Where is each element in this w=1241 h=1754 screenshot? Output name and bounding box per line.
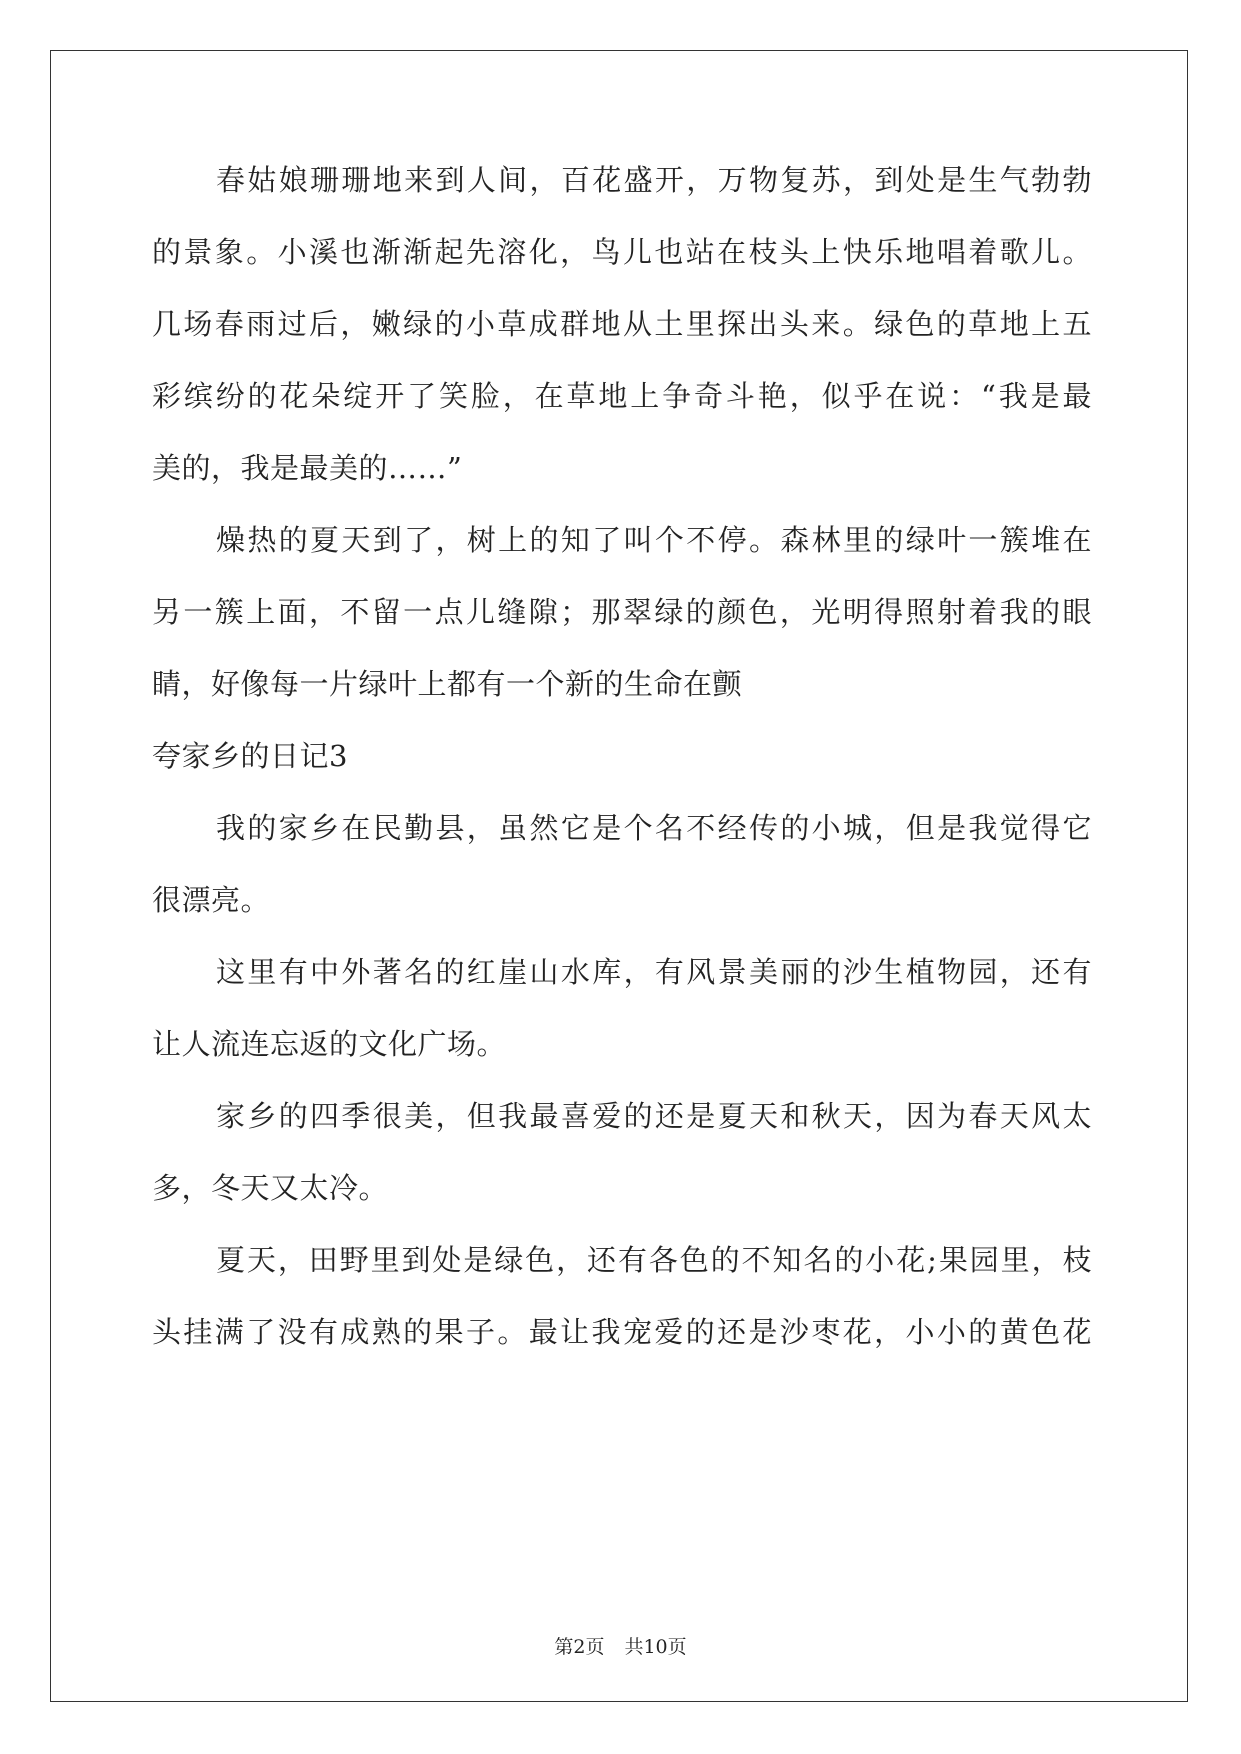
paragraph-4-line-2: 让人流连忘返的文化广场。 — [152, 1027, 507, 1061]
paragraph-4-line-1: 这里有中外著名的红崖山水库，有风景美丽的沙生植物园，还有 — [216, 955, 1092, 989]
paragraph-2-line-3: 睛，好像每一片绿叶上都有一个新的生命在颤 — [152, 667, 743, 701]
paragraph-1-line-5: 美的，我是最美的……” — [152, 451, 463, 485]
paragraph-1-line-4: 彩缤纷的花朵绽开了笑脸，在草地上争奇斗艳，似乎在说：“我是最 — [152, 379, 1092, 413]
paragraph-1-line-3: 几场春雨过后，嫩绿的小草成群地从土里探出头来。绿色的草地上五 — [152, 307, 1092, 341]
paragraph-5-line-1: 家乡的四季很美，但我最喜爱的还是夏天和秋天，因为春天风太 — [216, 1099, 1092, 1133]
paragraph-1-line-2: 的景象。小溪也渐渐起先溶化，鸟儿也站在枝头上快乐地唱着歌儿。 — [152, 235, 1092, 269]
paragraph-1-line-1: 春姑娘珊珊地来到人间，百花盛开，万物复苏，到处是生气勃勃 — [216, 163, 1092, 197]
paragraph-6-line-1: 夏天，田野里到处是绿色，还有各色的不知名的小花;果园里，枝 — [216, 1243, 1092, 1277]
page-number: 第2页 — [554, 1636, 605, 1658]
page-footer — [0, 1632, 1241, 1659]
paragraph-3-line-1: 我的家乡在民勤县，虽然它是个名不经传的小城，但是我觉得它 — [216, 811, 1092, 845]
page-border — [50, 50, 1188, 1702]
page-total: 共10页 — [624, 1636, 687, 1658]
paragraph-2-line-2: 另一簇上面，不留一点儿缝隙；那翠绿的颜色，光明得照射着我的眼 — [152, 595, 1092, 629]
paragraph-5-line-2: 多，冬天又太冷。 — [152, 1171, 389, 1205]
paragraph-3-line-2: 很漂亮。 — [152, 883, 271, 917]
paragraph-2-line-1: 燥热的夏天到了，树上的知了叫个不停。森林里的绿叶一簇堆在 — [216, 523, 1092, 557]
paragraph-6-line-2: 头挂满了没有成熟的果子。最让我宠爱的还是沙枣花，小小的黄色花 — [152, 1315, 1092, 1349]
section-heading: 夸家乡的日记3 — [152, 739, 348, 773]
